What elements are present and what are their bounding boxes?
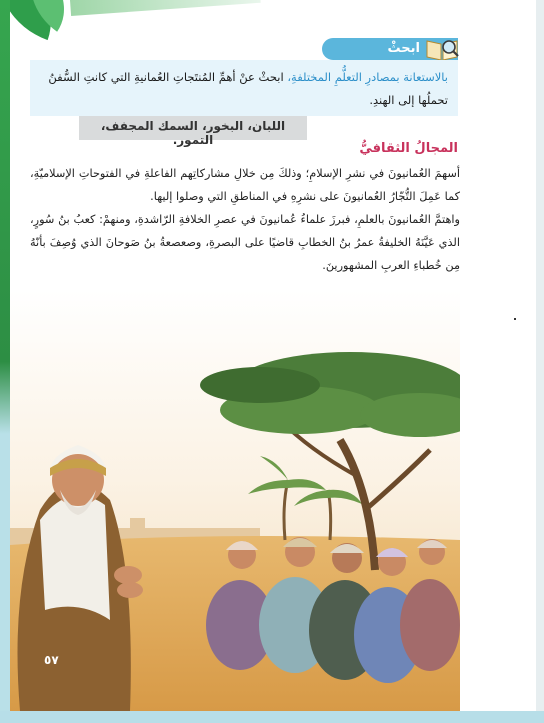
illustration-scholar-teaching [10, 290, 460, 711]
bottom-frame-border [0, 711, 544, 723]
left-frame-border [0, 0, 10, 723]
margin-dot [514, 318, 516, 320]
paragraph: أسهمَ العُمانيونَ في نشرِ الإسلامِ؛ وذلكَ مِن خلالِ مشاركاتِهم الفاعلةِ في الفتوحاتِ الإسلاميّةِ، كما عَمِلَ التُّجّارُ العُمانيونَ على نشرِهِ في المناطقِ التي وصلوا إليها. [30, 167, 460, 203]
right-margin-strip [536, 0, 544, 723]
section-body [30, 162, 460, 277]
section-title: المجالُ الثقافيُّ [359, 141, 458, 156]
paragraph: واهتمَّ العُمانيونَ بالعلمِ، فبرزَ علماءُ عُمانيونَ في عصرِ الخلافةِ الرّاشدةِ، ومنهمْ: كعبُ بنُ سُورٍ، الذي عَيَّنَهُ الخليفةُ عمرُ بنُ الخطابِ قاضيًا على البصرةِ، وصعصعةُ بنُ صَوحانَ الذي وُصِفَ بأنّهُ مِن خُطباءِ العربِ المشهورينَ. [30, 213, 460, 272]
book-magnifier-icon [424, 35, 460, 63]
search-question-text: ابحثْ عنْ أهمِّ المُنتَجاتِ العُمانيةِ التي كانتِ السُّفنُ تحملُها إلى الهندِ. [48, 70, 448, 107]
search-activity-title: ابحثْ [387, 41, 420, 56]
answer-text: اللبان، البخور، السمك المجفف، التمور. [100, 119, 286, 147]
page-number: ٥٧ [44, 653, 59, 667]
search-lead-phrase: بالاستعانة بمصادرِ التعلُّمِ المختلفةِ، [287, 70, 448, 84]
search-activity-question [36, 66, 448, 112]
header-stripe [70, 0, 261, 16]
